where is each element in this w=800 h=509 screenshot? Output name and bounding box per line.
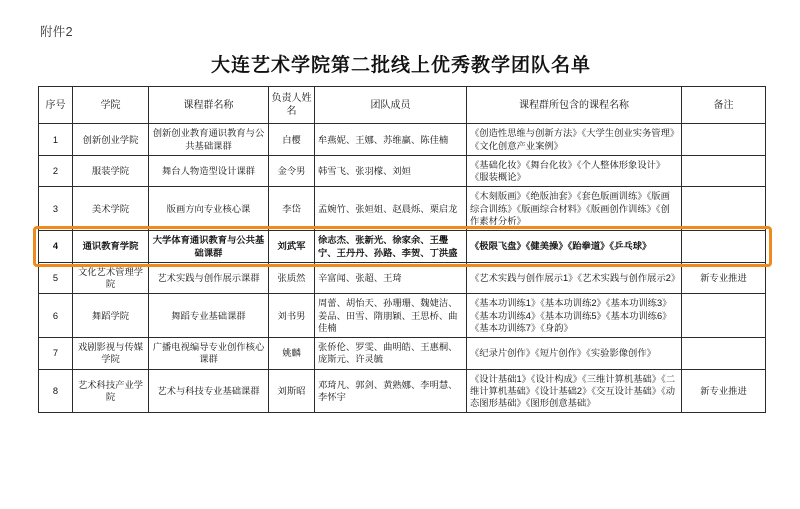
cell-courses: 《木刻版画》《绝版油套》《套色版画训练》《版画综合训练》《版画综合材料》《版画创作训练》《创作素材分析》 <box>467 187 682 231</box>
cell-members: 周蕾、胡怡天、孙珊珊、魏婕洁、姜品、田雪、隋朋颖、王思桥、曲佳楠 <box>315 294 467 338</box>
cell-leader: 白樱 <box>269 124 315 156</box>
table-row <box>39 187 766 231</box>
table-row <box>39 338 766 370</box>
cell-remark <box>682 155 766 187</box>
cell-course-group: 艺术实践与创作展示课群 <box>149 262 269 294</box>
cell-courses: 《基本功训练1》《基本功训练2》《基本功训练3》《基本功训练4》《基本功训练5》《基本功训练6》《基本功训练7》《身韵》 <box>467 294 682 338</box>
cell-members: 辛富闻、张超、王琦 <box>315 262 467 294</box>
cell-courses: 《设计基础1》《设计构成》《三维计算机基础》《二维计算机基础》《设计基础2》《交互设计基础》《动态图形基础》《图形创意基础》 <box>467 369 682 413</box>
header-course-group: 课程群名称 <box>149 87 269 124</box>
header-courses: 课程群所包含的课程名称 <box>467 87 682 124</box>
cell-college: 舞蹈学院 <box>73 294 149 338</box>
cell-college: 文化艺术管理学院 <box>73 262 149 294</box>
cell-no: 5 <box>39 262 73 294</box>
cell-members: 张侨伦、罗雯、曲明皓、王惠桐、庞斯元、许灵毓 <box>315 338 467 370</box>
cell-courses: 《基础化妆》《舞台化妆》《个人整体形象设计》《服装概论》 <box>467 155 682 187</box>
roster-table <box>38 86 766 413</box>
cell-leader: 刘武军 <box>269 231 315 263</box>
cell-remark <box>682 294 766 338</box>
cell-leader: 刘书男 <box>269 294 315 338</box>
cell-remark: 新专业推进 <box>682 262 766 294</box>
cell-course-group: 舞台人物造型设计课群 <box>149 155 269 187</box>
cell-course-group: 版画方向专业核心课 <box>149 187 269 231</box>
cell-remark <box>682 187 766 231</box>
attachment-label: 附件2 <box>40 25 73 39</box>
table-row <box>39 262 766 294</box>
cell-courses: 《艺术实践与创作展示1》《艺术实践与创作展示2》 <box>467 262 682 294</box>
header-no: 序号 <box>39 87 73 124</box>
table-header-row <box>39 87 766 124</box>
cell-no: 3 <box>39 187 73 231</box>
table-row <box>39 124 766 156</box>
cell-course-group: 广播电视编导专业创作核心课群 <box>149 338 269 370</box>
cell-leader: 姚麟 <box>269 338 315 370</box>
cell-course-group: 艺术与科技专业基础课群 <box>149 369 269 413</box>
cell-remark: 新专业推进 <box>682 369 766 413</box>
cell-courses: 《创造性思维与创新方法》《大学生创业实务管理》《文化创意产业案例》 <box>467 124 682 156</box>
cell-no: 2 <box>39 155 73 187</box>
cell-remark <box>682 338 766 370</box>
cell-no: 1 <box>39 124 73 156</box>
cell-leader: 刘斯昭 <box>269 369 315 413</box>
cell-college: 戏剧影视与传媒学院 <box>73 338 149 370</box>
header-leader: 负责人姓名 <box>269 87 315 124</box>
cell-course-group: 创新创业教育通识教育与公共基础课群 <box>149 124 269 156</box>
header-remark: 备注 <box>682 87 766 124</box>
cell-leader: 张质然 <box>269 262 315 294</box>
cell-no: 4 <box>39 231 73 263</box>
cell-members: 牟燕妮、王娜、苏维赢、陈佳楠 <box>315 124 467 156</box>
header-members: 团队成员 <box>315 87 467 124</box>
cell-college: 艺术科技产业学院 <box>73 369 149 413</box>
cell-remark <box>682 231 766 263</box>
page-title: 大连艺术学院第二批线上优秀教学团队名单 <box>210 55 591 76</box>
cell-members: 韩雪飞、张羽檬、刘姮 <box>315 155 467 187</box>
cell-members: 徐志杰、张新光、徐家余、王璺宁、王丹丹、孙路、李贺、丁洪盛 <box>315 231 467 263</box>
cell-course-group: 舞蹈专业基础课群 <box>149 294 269 338</box>
table-row-highlighted <box>39 231 766 263</box>
table-row <box>39 294 766 338</box>
cell-courses: 《极限飞盘》《健美操》《跆拳道》《乒乓球》 <box>467 231 682 263</box>
cell-members: 孟婉竹、张姮姐、赵晨烁、栗启龙 <box>315 187 467 231</box>
cell-college: 通识教育学院 <box>73 231 149 263</box>
cell-college: 服装学院 <box>73 155 149 187</box>
cell-no: 6 <box>39 294 73 338</box>
table-row <box>39 155 766 187</box>
table-row <box>39 369 766 413</box>
cell-no: 7 <box>39 338 73 370</box>
cell-members: 邓琦凡、郭剑、黄熟娜、李明慧、李怀宇 <box>315 369 467 413</box>
cell-remark <box>682 124 766 156</box>
cell-leader: 金令男 <box>269 155 315 187</box>
cell-no: 8 <box>39 369 73 413</box>
cell-college: 美术学院 <box>73 187 149 231</box>
cell-college: 创新创业学院 <box>73 124 149 156</box>
header-college: 学院 <box>73 87 149 124</box>
cell-course-group: 大学体育通识教育与公共基础课群 <box>149 231 269 263</box>
cell-leader: 李岱 <box>269 187 315 231</box>
cell-courses: 《纪录片创作》《短片创作》《实验影像创作》 <box>467 338 682 370</box>
